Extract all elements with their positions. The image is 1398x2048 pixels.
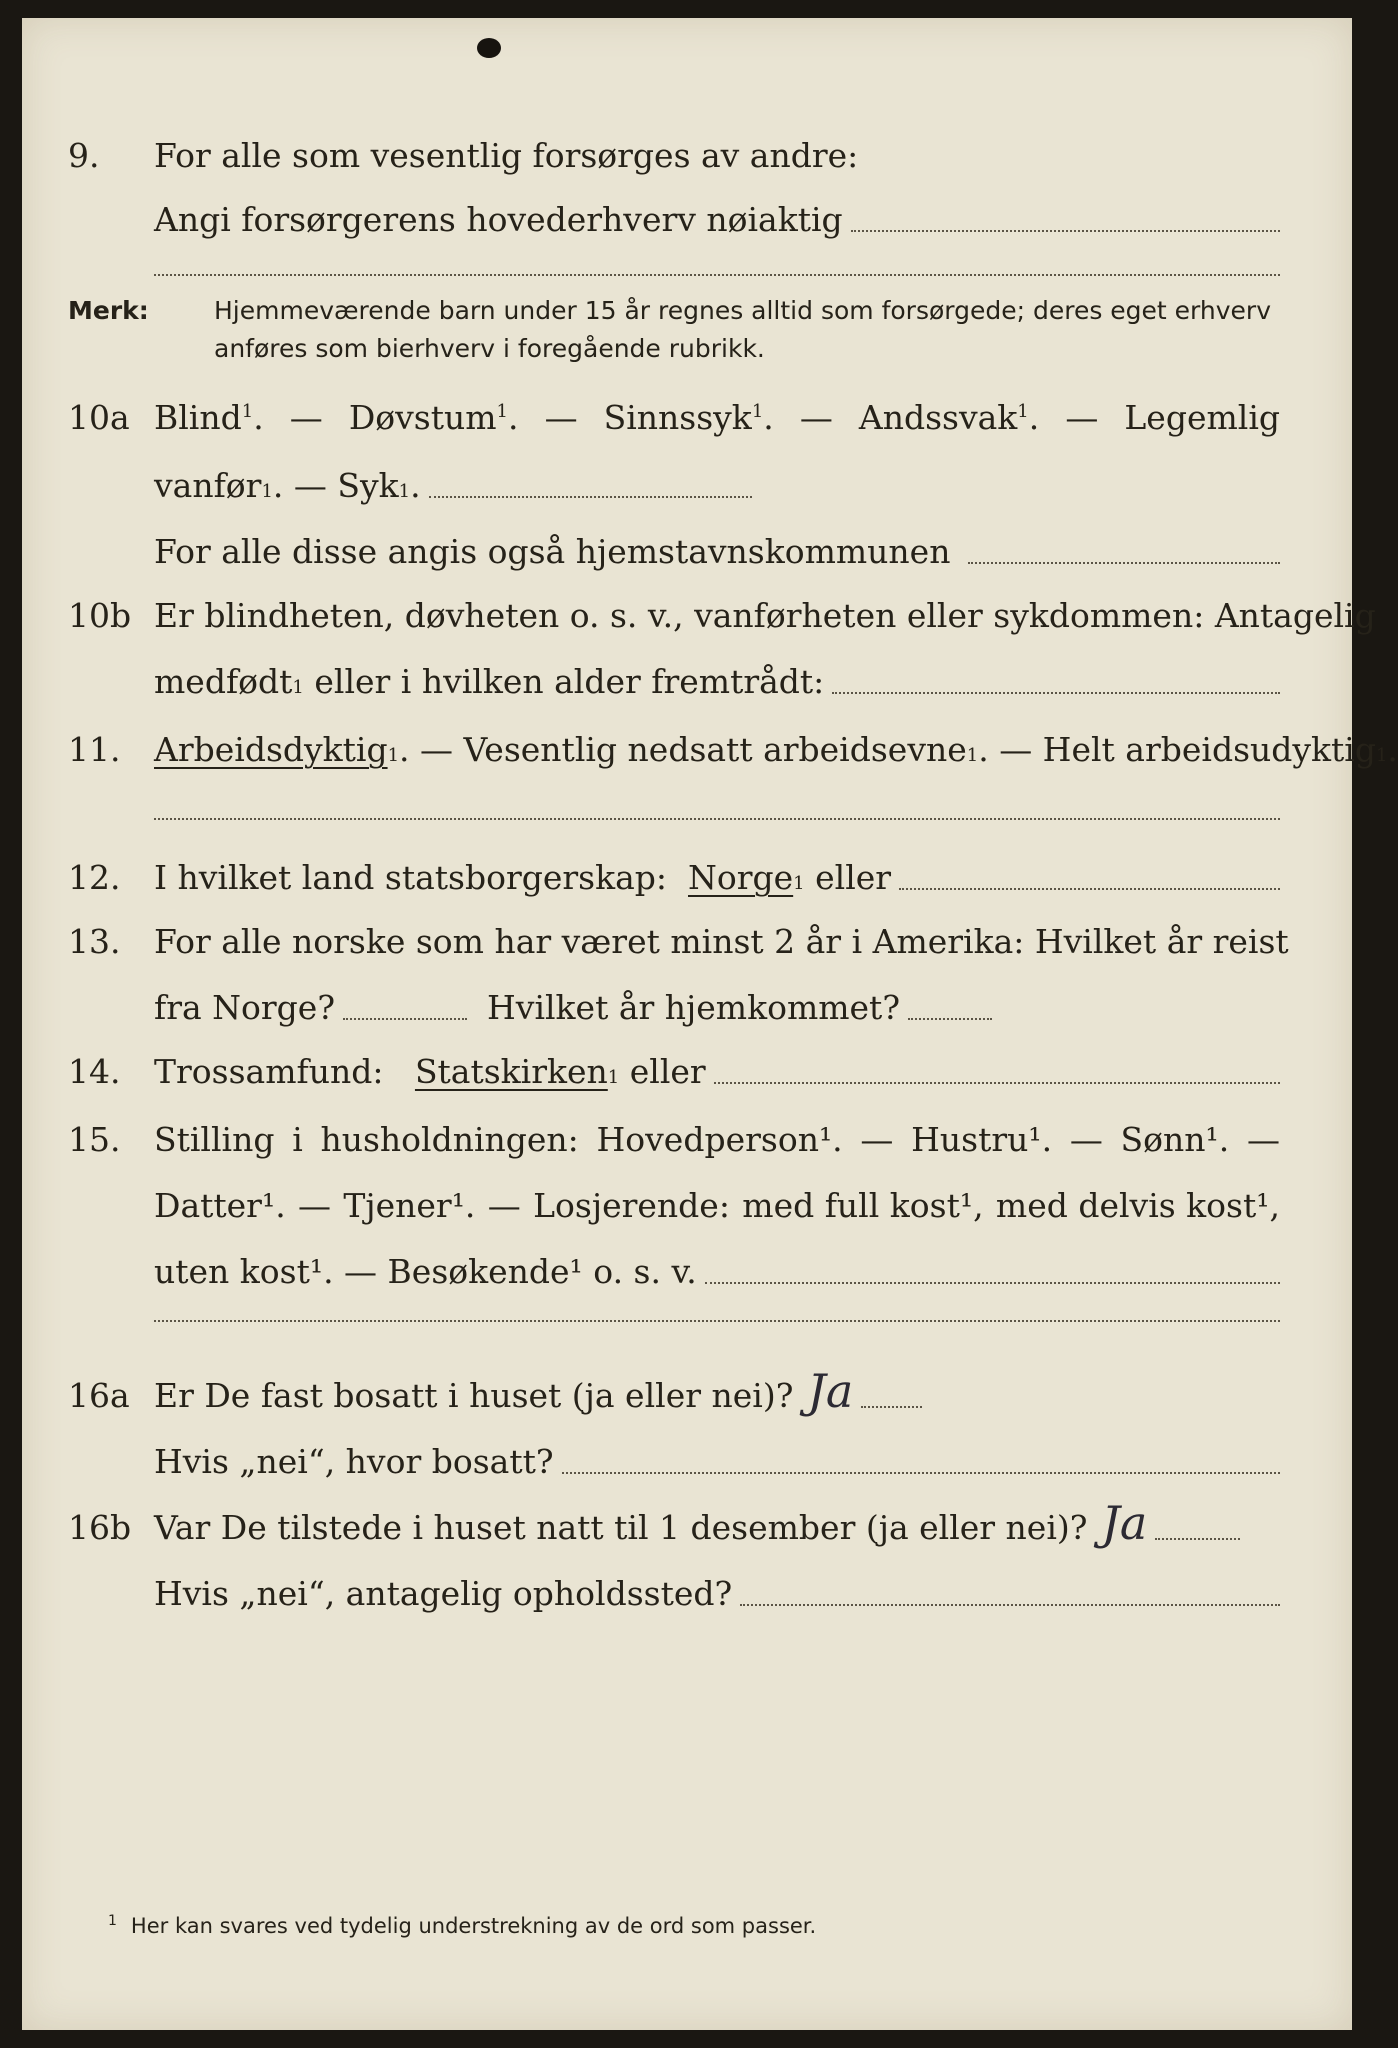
q12-number: 12. xyxy=(68,858,121,897)
q15-row-1 xyxy=(22,1120,1352,1160)
q9-line-2: Angi forsørgerens hovederhverv nøiaktig xyxy=(154,200,843,239)
q15-line1-word-5[interactable]: Hustru¹. xyxy=(911,1120,1053,1159)
q13-row-1 xyxy=(22,922,1352,962)
q16b-row-1 xyxy=(22,1496,1352,1550)
q10a-options xyxy=(154,398,1280,438)
q10a-row-2: vanfør 1 . — Syk 1 . xyxy=(22,466,1352,506)
q15-line1-word-4: — xyxy=(860,1120,894,1159)
q9-answer-field[interactable] xyxy=(851,230,1280,232)
q11-row: 11. Arbeidsdyktig 1 . — Vesentlig nedsatt arbeidsevne 1 . — Helt arbeidsudyktig 1 . xyxy=(68,730,1398,769)
q16b-line-2: Hvis „nei“, antagelig opholdssted? xyxy=(154,1574,733,1613)
q10a-hjemstavn-field[interactable] xyxy=(968,562,1280,564)
q15-row-2 xyxy=(22,1186,1352,1226)
footnote-mark: 1 xyxy=(496,401,508,422)
q15-line1-word-1[interactable]: i xyxy=(292,1120,303,1159)
q14-number: 14. xyxy=(68,1052,121,1091)
q16a-row-2 xyxy=(22,1442,1352,1482)
q11-answer-field[interactable] xyxy=(154,818,1280,820)
q10a-word-6[interactable]: Andssvak$^1$. xyxy=(858,398,1040,437)
q10a-answer-field[interactable] xyxy=(429,496,752,498)
q9-line-1: For alle som vesentlig forsørges av andre: xyxy=(154,136,859,175)
q15-number: 15. xyxy=(68,1120,121,1159)
q9-row-2 xyxy=(22,200,1352,240)
q16a-handwritten-answer[interactable]: Ja xyxy=(807,1364,854,1418)
merk-line-2: anføres som bierhverv i foregående rubrikk. xyxy=(214,334,765,363)
q13-hjemkommet: Hvilket år hjemkommet? xyxy=(487,988,901,1027)
q10b-number: 10b xyxy=(68,596,132,635)
q11-arbeidsdyktig[interactable]: Arbeidsdyktig xyxy=(154,730,388,769)
q16b-number: 16b xyxy=(68,1508,132,1547)
q15-answer-field[interactable] xyxy=(705,1282,1280,1284)
q16a-row-1 xyxy=(22,1364,1352,1418)
q10a-line-3: For alle disse angis også hjemstavnskommunen xyxy=(154,532,951,571)
footnote-mark: 1 xyxy=(108,1913,117,1929)
q16b-handwritten-answer[interactable]: Ja xyxy=(1101,1496,1148,1550)
q12-row: 12. I hvilket land statsborgerskap: Norge 1 eller xyxy=(22,858,1352,898)
q16a-answer-field[interactable] xyxy=(861,1406,922,1408)
q15-line2-word-4[interactable]: Losjerende: xyxy=(533,1186,730,1225)
q13-reist-field[interactable] xyxy=(343,1018,467,1020)
q10a-word-4[interactable]: Sinnssyk$^1$. xyxy=(603,398,774,437)
footnote-text: Her kan svares ved tydelig understrekning av de ord som passer. xyxy=(130,1914,817,1938)
q15-line1-word-3[interactable]: Hovedperson¹. xyxy=(596,1120,843,1159)
q14-statskirken[interactable]: Statskirken xyxy=(414,1052,608,1091)
q10a-word-2[interactable]: Døvstum$^1$. xyxy=(348,398,519,437)
q10a-number: 10a xyxy=(68,398,130,437)
q15-line1-word-0[interactable]: Stilling xyxy=(154,1120,275,1159)
q11-number: 11. xyxy=(68,730,121,769)
q10b-row-1 xyxy=(22,596,1376,636)
q15-line2-word-5[interactable]: med full kost¹, xyxy=(742,1186,984,1225)
q10a-word-7: — xyxy=(1065,398,1099,437)
q10a-vanfor[interactable]: vanfør xyxy=(154,466,262,505)
q10b-medfodt[interactable]: medfødt xyxy=(154,662,293,701)
merk-line-1: Hjemmeværende barn under 15 år regnes alltid som forsørgede; deres eget erhverv xyxy=(214,296,1271,325)
q13-number: 13. xyxy=(68,922,121,961)
q9-number: 9. xyxy=(68,136,100,175)
q15-answer-field-2[interactable] xyxy=(154,1320,1280,1322)
q10b-line-2: eller i hvilken alder fremtrådt: xyxy=(314,662,825,701)
punch-hole xyxy=(477,38,501,58)
q12-answer-field[interactable] xyxy=(899,888,1280,890)
footnote-mark: 1 xyxy=(241,401,254,422)
q16a-line-2: Hvis „nei“, hvor bosatt? xyxy=(154,1442,554,1481)
q10a-row-1 xyxy=(22,398,1352,438)
q10a-row-3 xyxy=(22,532,1352,572)
census-form-page xyxy=(22,18,1398,2030)
q14-row: 14. Trossamfund: Statskirken 1 eller xyxy=(22,1052,1352,1092)
q10a-word-5: — xyxy=(799,398,833,437)
q10b-answer-field[interactable] xyxy=(832,692,1280,694)
q16a-bosatt-field[interactable] xyxy=(562,1472,1280,1474)
q15-options-2 xyxy=(154,1186,1280,1226)
q10a-word-1: — xyxy=(289,398,323,437)
q16b-line-1: Var De tilstede i huset natt til 1 desember (ja eller nei)? xyxy=(154,1508,1088,1547)
q12-text: I hvilket land statsborgerskap: xyxy=(154,858,668,897)
q12-eller: eller xyxy=(815,858,892,897)
q16b-answer-field[interactable] xyxy=(1155,1538,1240,1540)
footnote-mark: 1 xyxy=(751,401,764,422)
q12-norge[interactable]: Norge xyxy=(688,858,794,897)
q15-line1-word-2[interactable]: husholdningen: xyxy=(320,1120,579,1159)
q10a-word-3: — xyxy=(544,398,578,437)
q15-line2-word-6[interactable]: med delvis kost¹, xyxy=(995,1186,1280,1225)
q16a-line-1: Er De fast bosatt i huset (ja eller nei)? xyxy=(154,1376,794,1415)
q13-row-2 xyxy=(22,988,1352,1028)
q14-text: Trossamfund: xyxy=(154,1052,384,1091)
q10b-line-1: Er blindheten, døvheten o. s. v., vanførheten eller sykdommen: Antagelig xyxy=(154,596,1376,635)
footnote xyxy=(108,1914,816,1938)
q9-answer-field-2[interactable] xyxy=(154,274,1280,276)
q16a-number: 16a xyxy=(68,1376,130,1415)
q15-line2-word-3: — xyxy=(487,1186,521,1225)
q15-line1-word-7[interactable]: Sønn¹. xyxy=(1120,1120,1230,1159)
q15-line2-word-0[interactable]: Datter¹. xyxy=(154,1186,286,1225)
q11-vesentlig[interactable]: — Vesentlig nedsatt arbeidsevne xyxy=(420,730,967,769)
q10a-syk[interactable]: — Syk xyxy=(293,466,399,505)
q15-line1-word-6: — xyxy=(1069,1120,1103,1159)
q14-answer-field[interactable] xyxy=(714,1082,1280,1084)
q15-line2-word-1: — xyxy=(298,1186,332,1225)
q13-hjemkommet-field[interactable] xyxy=(908,1018,992,1020)
q15-options-1 xyxy=(154,1120,1280,1160)
q15-line-3: uten kost¹. — Besøkende¹ o. s. v. xyxy=(154,1252,697,1291)
q9-row-1 xyxy=(22,136,1352,176)
merk-label: Merk: xyxy=(68,296,149,325)
q10b-row-2: medfødt 1 eller i hvilken alder fremtrådt: xyxy=(22,662,1352,702)
q15-line2-word-2[interactable]: Tjener¹. xyxy=(343,1186,476,1225)
q11-udyktig[interactable]: — Helt arbeidsudyktig xyxy=(999,730,1376,769)
q16b-opholdssted-field[interactable] xyxy=(740,1604,1280,1606)
q15-line1-word-8: — xyxy=(1246,1120,1280,1159)
q16b-row-2 xyxy=(22,1574,1352,1614)
footnote-mark: 1 xyxy=(1017,401,1029,422)
q13-reist: fra Norge? xyxy=(154,988,336,1027)
q15-row-3 xyxy=(22,1252,1352,1292)
q10a-word-0[interactable]: Blind$^1$. xyxy=(154,398,264,437)
q10a-word-8[interactable]: Legemlig xyxy=(1124,398,1280,437)
q13-line-1: For alle norske som har været minst 2 år i Amerika: Hvilket år reist xyxy=(154,922,1289,961)
q14-eller: eller xyxy=(629,1052,706,1091)
